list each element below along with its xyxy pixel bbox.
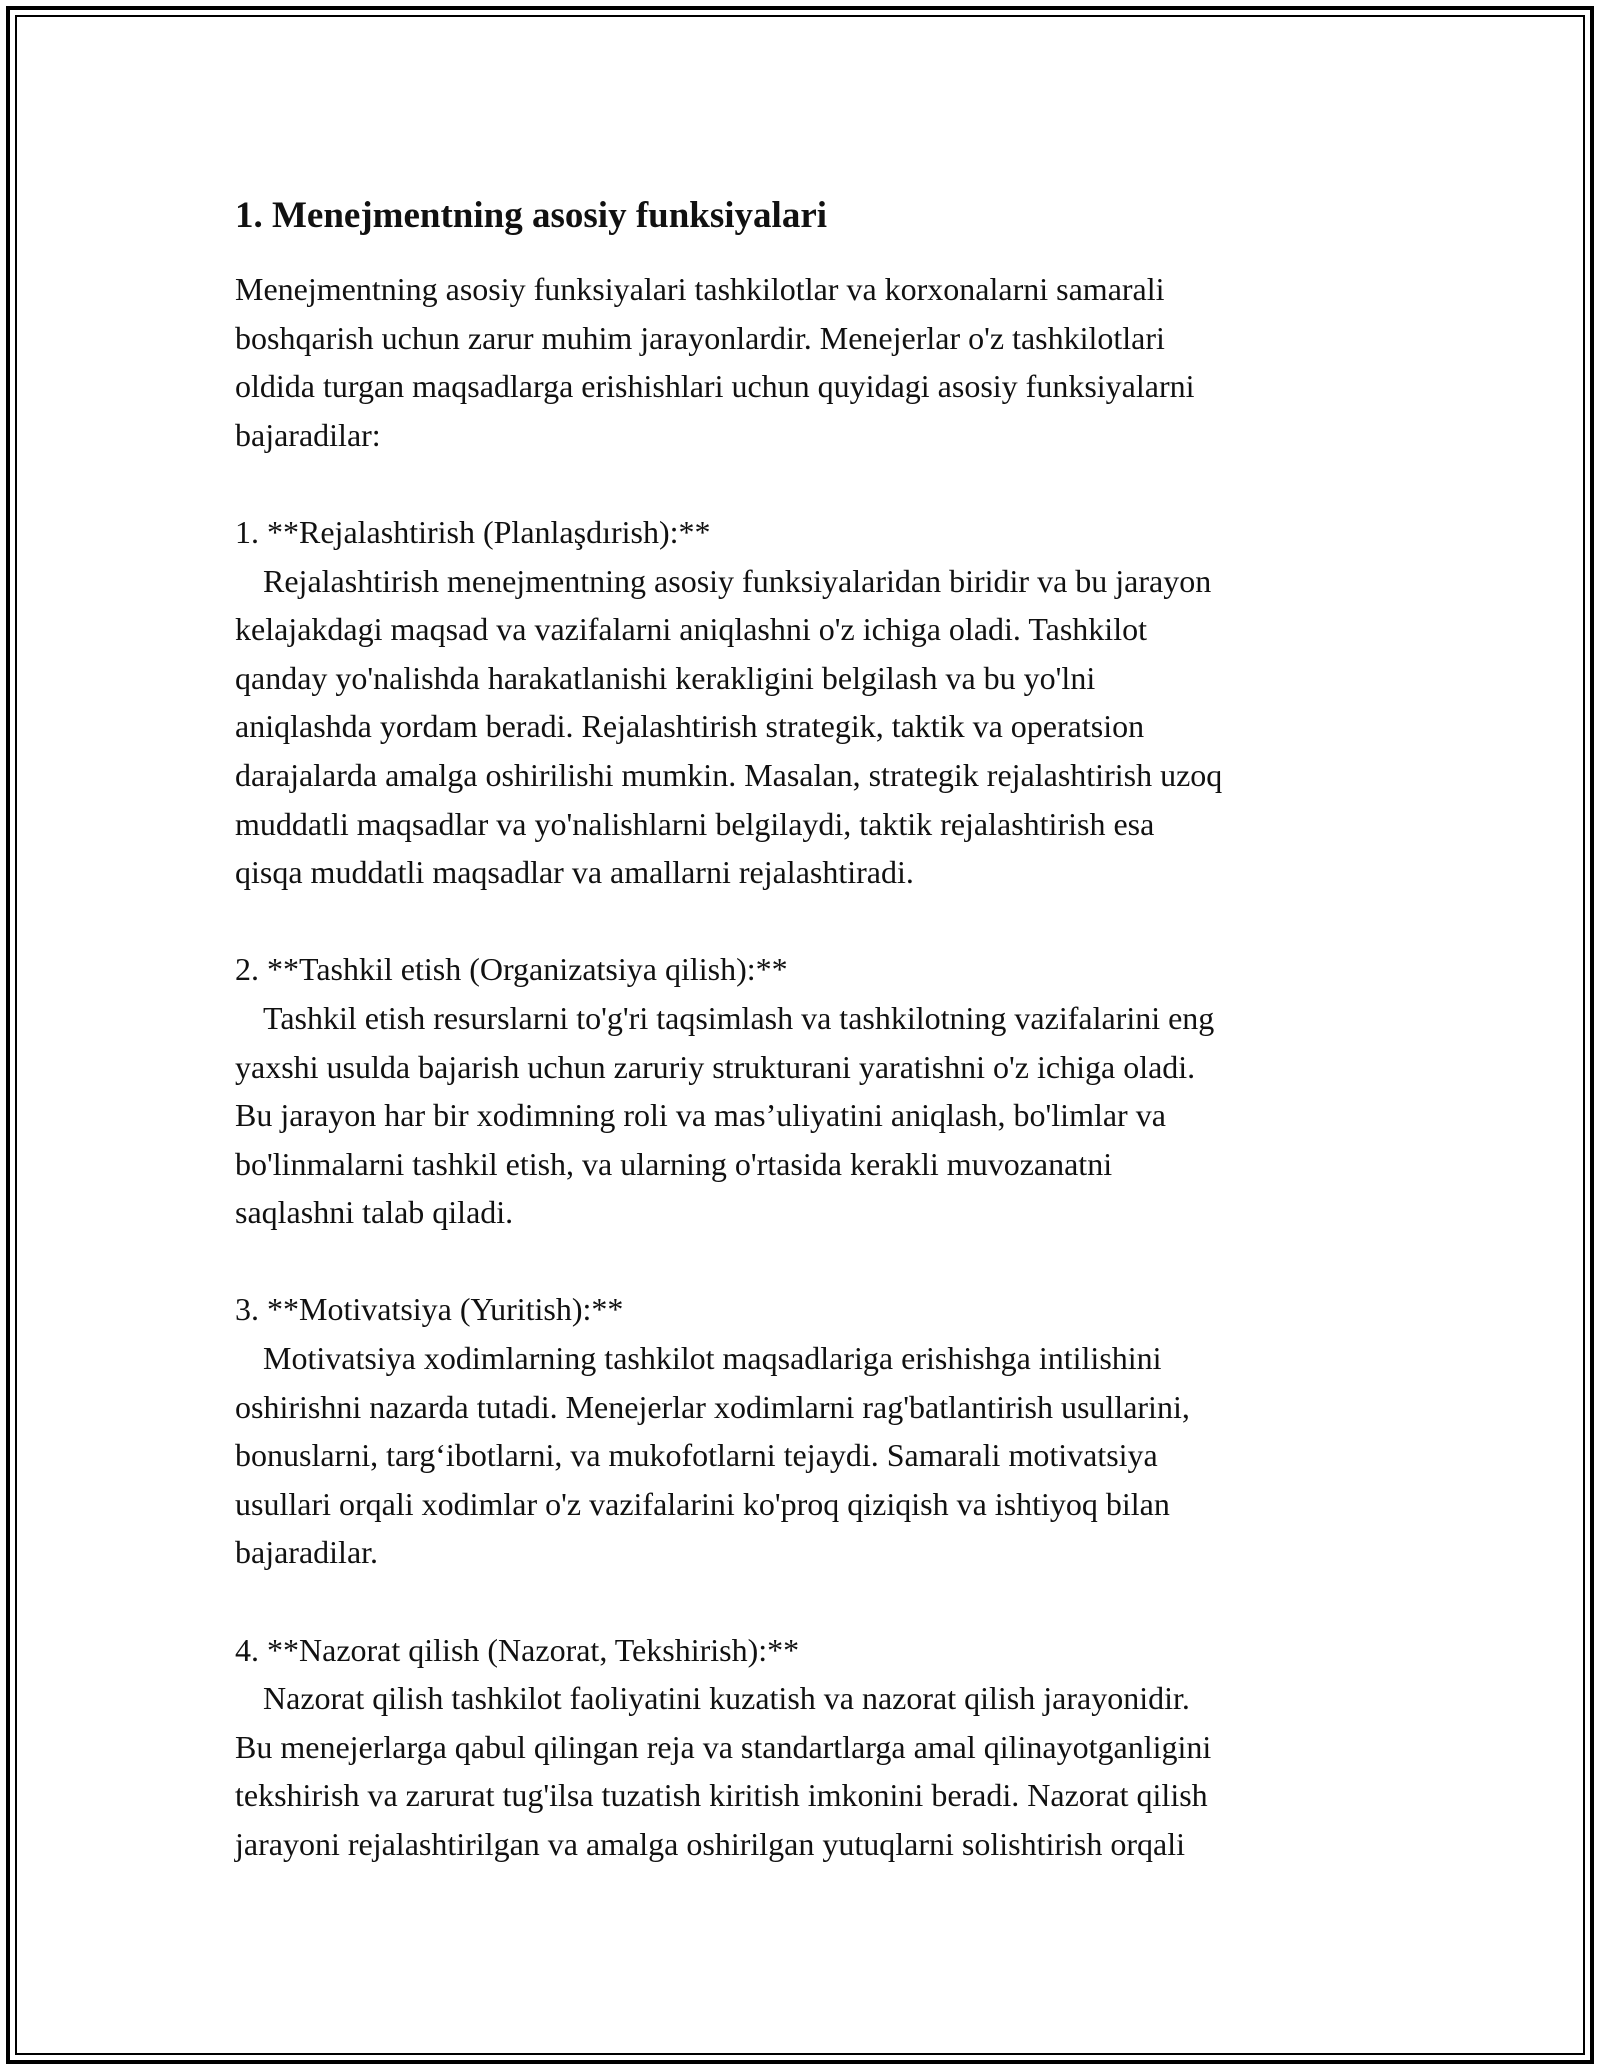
text-line: oshirishni nazarda tutadi. Menejerlar xodimlarni rag'batlantirish usullarini, — [235, 1388, 1190, 1425]
section-heading: 2. **Tashkil etish (Organizatsiya qilish):** — [235, 951, 788, 988]
text-line: bajaradilar: — [235, 416, 381, 453]
text-line: qisqa muddatli maqsadlar va amallarni rejalashtiradi. — [235, 854, 914, 891]
text-line: Motivatsiya xodimlarning tashkilot maqsadlariga erishishga intilishini — [263, 1340, 1162, 1377]
section-rejalashtirish — [235, 508, 1395, 897]
text-line: qanday yo'nalishda harakatlanishi kerakligini belgilash va bu yo'lni — [235, 659, 1096, 696]
document-title: 1. Menejmentning asosiy funksiyalari — [235, 195, 828, 236]
text-line: boshqarish uchun zarur muhim jarayonlardir. Menejerlar o'z tashkilotlari — [235, 319, 1165, 356]
text-line: muddatli maqsadlar va yo'nalishlarni belgilaydi, taktik rejalashtirish esa — [235, 805, 1155, 842]
section-heading: 1. **Rejalashtirish (Planlaşdırish):** — [235, 513, 711, 550]
text-line: Rejalashtirish menejmentning asosiy funksiyalaridan biridir va bu jarayon — [263, 562, 1212, 599]
section-nazorat-qilish — [235, 1626, 1395, 1869]
document-body — [235, 186, 1395, 1869]
text-line: Nazorat qilish tashkilot faoliyatini kuzatish va nazorat qilish jarayonidir. — [263, 1680, 1190, 1717]
text-line: darajalarda amalga oshirilishi mumkin. Masalan, strategik rejalashtirish uzoq — [235, 756, 1223, 793]
text-line: kelajakdagi maqsad va vazifalarni aniqlashni o'z ichiga oladi. Tashkilot — [235, 611, 1147, 648]
text-line: aniqlashda yordam beradi. Rejalashtirish strategik, taktik va operatsion — [235, 708, 1145, 745]
text-line: oldida turgan maqsadlarga erishishlari uchun quyidagi asosiy funksiyalarni — [235, 368, 1195, 405]
text-line: Menejmentning asosiy funksiyalari tashkilotlar va korxonalarni samarali — [235, 271, 1165, 307]
text-line: bajaradilar. — [235, 1534, 379, 1571]
section-heading: 4. **Nazorat qilish (Nazorat, Tekshirish):** — [235, 1631, 800, 1668]
text-line: bonuslarni, targ‘ibotlarni, va mukofotlarni tejaydi. Samarali motivatsiya — [235, 1437, 1158, 1474]
text-line: bo'linmalarni tashkil etish, va ularning o'rtasida kerakli muvozanatni — [235, 1145, 1113, 1182]
text-line: Bu menejerlarga qabul qilingan reja va standartlarga amal qilinayotganligini — [235, 1728, 1212, 1765]
text-line: Bu jarayon har bir xodimning roli va mas’uliyatini aniqlash, bo'limlar va — [235, 1097, 1166, 1134]
section-motivatsiya — [235, 1285, 1395, 1577]
section-heading: 3. **Motivatsiya (Yuritish):** — [235, 1291, 624, 1328]
section-tashkil-etish — [235, 945, 1395, 1237]
text-line: Tashkil etish resurslarni to'g'ri taqsimlash va tashkilotning vazifalarini eng — [263, 999, 1215, 1036]
intro-paragraph — [235, 265, 1395, 459]
text-line: jarayoni rejalashtirilgan va amalga oshirilgan yutuqlarni solishtirish orqali — [235, 1826, 1185, 1862]
text-line: yaxshi usulda bajarish uchun zaruriy strukturani yaratishni o'z ichiga oladi. — [235, 1048, 1196, 1085]
text-line: saqlashni talab qiladi. — [235, 1194, 514, 1231]
text-line: usullari orqali xodimlar o'z vazifalarini ko'proq qiziqish va ishtiyoq bilan — [235, 1485, 1170, 1522]
text-line: tekshirish va zarurat tug'ilsa tuzatish kiritish imkonini beradi. Nazorat qilish — [235, 1777, 1208, 1814]
